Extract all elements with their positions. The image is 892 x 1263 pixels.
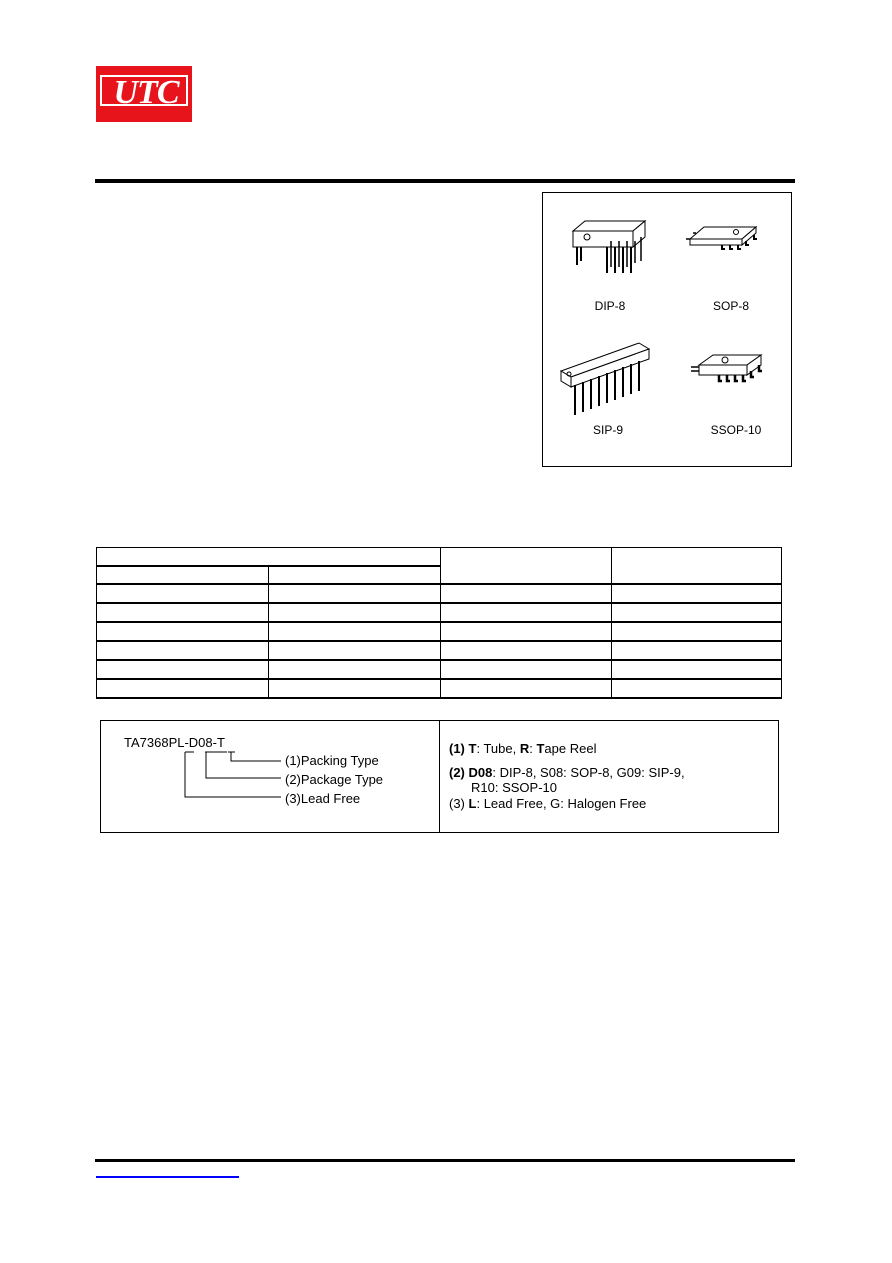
table-header-cell bbox=[97, 566, 269, 584]
table-cell bbox=[269, 603, 441, 622]
table-cell bbox=[269, 622, 441, 641]
ssop10-package-icon bbox=[689, 351, 773, 391]
expl-text: : bbox=[529, 741, 537, 756]
dip8-label: DIP-8 bbox=[594, 299, 626, 313]
dip8-package-icon bbox=[567, 215, 651, 281]
table-row bbox=[97, 603, 782, 622]
table-cell bbox=[441, 603, 612, 622]
table-cell bbox=[97, 679, 269, 698]
table-cell bbox=[269, 641, 441, 660]
sip9-label: SIP-9 bbox=[592, 423, 623, 437]
explanation-lead bbox=[449, 796, 646, 811]
table-cell bbox=[612, 660, 782, 679]
expl-text: R10: SSOP-10 bbox=[471, 780, 557, 795]
table-header-row bbox=[97, 548, 782, 567]
table-cell bbox=[269, 660, 441, 679]
expl-text: : Lead Free, G: Halogen Free bbox=[476, 796, 647, 811]
part-number-code: TA7368PL-D08-T bbox=[124, 735, 225, 750]
sop8-label: SOP-8 bbox=[712, 299, 749, 313]
table-cell bbox=[97, 660, 269, 679]
footer-rule bbox=[95, 1159, 795, 1162]
expl-text: : Tube, bbox=[476, 741, 520, 756]
table-cell bbox=[612, 679, 782, 698]
expl-num: (1) bbox=[449, 741, 465, 756]
ordering-info-table bbox=[96, 547, 782, 699]
lead-free-option: (3)Lead Free bbox=[285, 791, 361, 806]
table-row bbox=[97, 660, 782, 679]
table-cell bbox=[441, 660, 612, 679]
table-cell bbox=[269, 584, 441, 603]
explanation-package bbox=[449, 765, 685, 780]
table-cell bbox=[612, 641, 782, 660]
table-cell bbox=[441, 679, 612, 698]
header-rule bbox=[95, 179, 795, 183]
table-cell bbox=[441, 622, 612, 641]
package-type-option: (2)Package Type bbox=[285, 772, 384, 787]
table-cell bbox=[97, 603, 269, 622]
table-row bbox=[97, 679, 782, 698]
expl-num: (2) bbox=[449, 765, 465, 780]
footer-website-link[interactable] bbox=[96, 1176, 239, 1178]
table-header-cell bbox=[97, 548, 441, 567]
logo-text: UTC bbox=[113, 74, 179, 111]
explanation-packing bbox=[449, 741, 596, 756]
table-header-cell bbox=[441, 548, 612, 585]
table-cell bbox=[97, 584, 269, 603]
expl-key: T bbox=[536, 741, 545, 756]
part-number-leader-lines bbox=[101, 721, 439, 832]
sop8-package-icon bbox=[686, 221, 764, 261]
part-number-divider bbox=[439, 721, 440, 832]
table-header-cell bbox=[269, 566, 441, 584]
explanation-package-cont bbox=[471, 780, 557, 795]
table-row bbox=[97, 584, 782, 603]
logo-frame bbox=[100, 74, 188, 111]
table-cell bbox=[612, 622, 782, 641]
table-cell bbox=[97, 641, 269, 660]
expl-num: (3) bbox=[449, 796, 465, 811]
expl-key: D08 bbox=[468, 765, 493, 780]
expl-key: R bbox=[519, 741, 530, 756]
table-cell bbox=[441, 584, 612, 603]
expl-key: T bbox=[468, 741, 477, 756]
table-cell bbox=[269, 679, 441, 698]
expl-text: : DIP-8, S08: SOP-8, G09: SIP-9, bbox=[492, 765, 685, 780]
table-cell bbox=[612, 603, 782, 622]
table-row bbox=[97, 641, 782, 660]
table-row bbox=[97, 622, 782, 641]
table-cell bbox=[441, 641, 612, 660]
utc-logo bbox=[96, 66, 192, 122]
package-images-box bbox=[542, 192, 792, 467]
ssop10-label: SSOP-10 bbox=[710, 423, 762, 437]
table-header-cell bbox=[612, 548, 782, 585]
sip9-package-icon bbox=[557, 341, 651, 419]
part-number-box bbox=[100, 720, 779, 833]
table-cell bbox=[612, 584, 782, 603]
expl-text: ape Reel bbox=[544, 741, 597, 756]
expl-key: L bbox=[468, 796, 477, 811]
table-cell bbox=[97, 622, 269, 641]
packing-type-option: (1)Packing Type bbox=[285, 753, 379, 768]
